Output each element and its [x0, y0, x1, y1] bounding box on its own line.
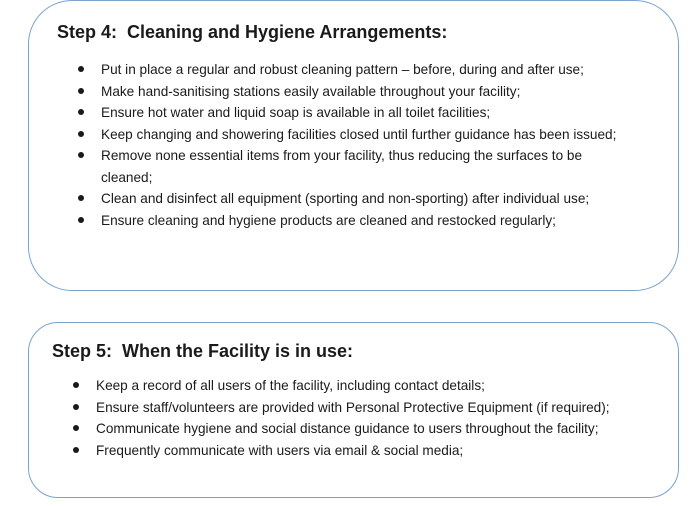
list-item [74, 188, 634, 210]
list-item-text: Clean and disinfect all equipment (sporting and non-sporting) after individual use; [101, 191, 590, 206]
step5-title: Step 5: When the Facility is in use: [52, 341, 354, 361]
step5-bullet-list [69, 375, 669, 461]
bullet-icon [78, 152, 84, 158]
list-item [69, 418, 669, 440]
list-item-text: Put in place a regular and robust cleaning pattern – before, during and after use; [101, 62, 584, 77]
step4-panel [28, 0, 679, 291]
list-item [74, 81, 634, 103]
list-item [74, 145, 634, 188]
step4-title: Step 4: Cleaning and Hygiene Arrangements: [57, 22, 448, 42]
step4-bullet-list [74, 59, 634, 231]
list-item-text: Ensure hot water and liquid soap is available in all toilet facilities; [101, 105, 491, 120]
bullet-icon [78, 88, 84, 94]
list-item-text: Communicate hygiene and social distance guidance to users throughout the facility; [96, 421, 599, 436]
list-item-text: Ensure staff/volunteers are provided with Personal Protective Equipment (if required); [96, 399, 610, 415]
list-item-text: Keep a record of all users of the facility, including contact details; [96, 378, 485, 393]
list-item-text: Frequently communicate with users via email & social media; [96, 442, 464, 458]
list-item-text: Remove none essential items from your facility, thus reducing the surfaces to be cleaned; [101, 148, 583, 185]
bullet-icon [78, 66, 84, 72]
list-item [69, 375, 669, 397]
list-item [74, 59, 634, 81]
list-item [74, 210, 634, 232]
list-item-text: Make hand-sanitising stations easily available throughout your facility; [101, 83, 521, 99]
list-item [69, 397, 669, 419]
list-item-text: Keep changing and showering facilities closed until further guidance has been issued; [101, 126, 617, 142]
list-item [74, 124, 634, 146]
bullet-icon [73, 447, 79, 453]
list-item-text: Ensure cleaning and hygiene products are cleaned and restocked regularly; [101, 212, 556, 228]
bullet-icon [73, 382, 79, 388]
list-item [74, 102, 634, 124]
bullet-icon [73, 404, 79, 410]
bullet-icon [78, 195, 84, 201]
bullet-icon [73, 425, 79, 431]
list-item [69, 440, 669, 462]
bullet-icon [78, 131, 84, 137]
bullet-icon [78, 109, 84, 115]
bullet-icon [78, 217, 84, 223]
step5-panel [28, 322, 679, 498]
